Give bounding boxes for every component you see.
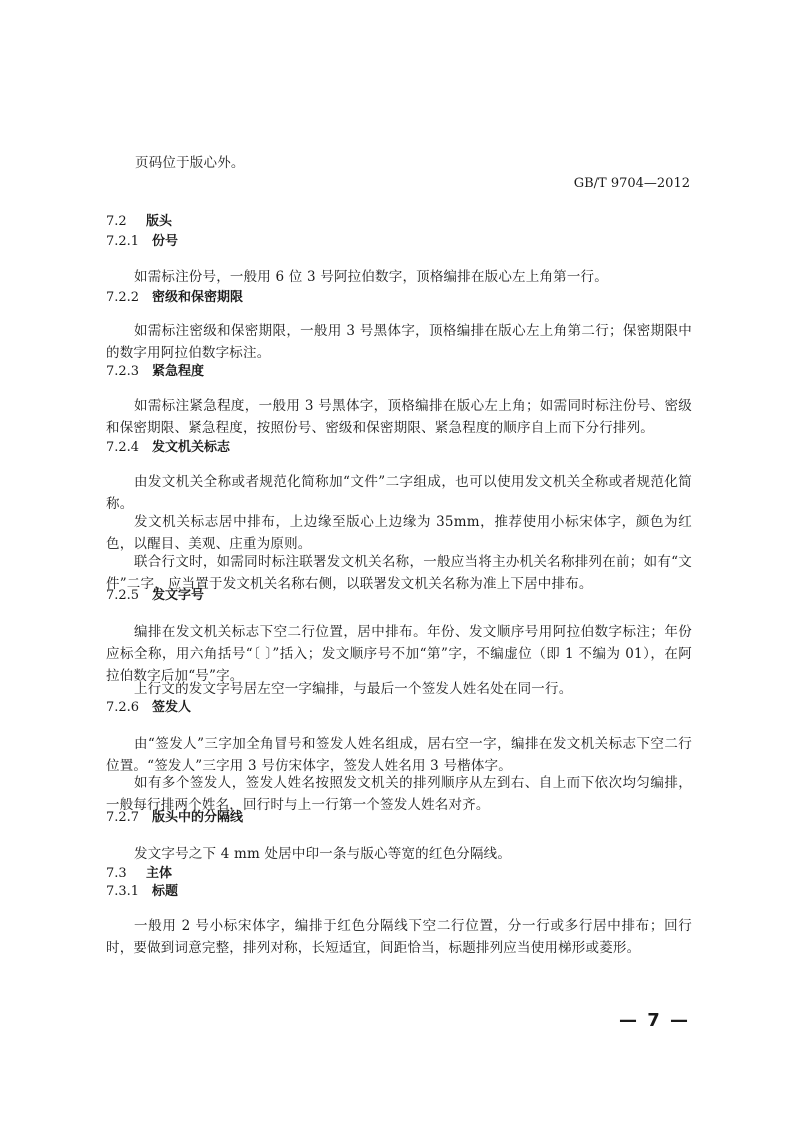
section-number: 7.2.3	[106, 364, 140, 379]
section-heading-7-2-5	[106, 586, 204, 606]
paragraph: 上行文的发文字号居左空一字编排，与最后一个签发人姓名处在同一行。	[134, 681, 573, 697]
section-heading-7-2-6	[106, 698, 191, 718]
section-heading-7-2-3	[106, 362, 204, 382]
top-line: 页码位于版心外。	[135, 155, 245, 171]
section-title: 密级和保密期限	[152, 290, 244, 305]
paragraph: 如需标注份号，一般用 6 位 3 号阿拉伯数字，顶格编排在版心左上角第一行。	[134, 269, 608, 285]
section-number: 7.3	[106, 866, 127, 881]
section-number: 7.2.7	[106, 810, 140, 825]
paragraph: 由发文机关全称或者规范化简称加“文件”二字组成，也可以使用发文机关全称或者规范化简称。	[106, 474, 692, 512]
paragraph: 如需标注密级和保密期限，一般用 3 号黑体字，顶格编排在版心左上角第二行；保密期限中的数字用阿拉伯数字标注。	[106, 323, 692, 361]
paragraph: 联合行文时，如需同时标注联署发文机关名称，一般应当将主办机关名称排列在前；如有“文件”二字，应当置于发文机关名称右侧，以联署发文机关名称为准上下居中排布。	[106, 554, 692, 592]
section-title: 紧急程度	[152, 364, 205, 379]
section-number: 7.2.2	[106, 290, 140, 305]
section-title: 版头	[146, 214, 173, 229]
section-number: 7.2.6	[106, 700, 140, 715]
paragraph: 如有多个签发人，签发人姓名按照发文机关的排列顺序从左到右、自上而下依次均匀编排，一般每行排两个姓名，回行时与上一行第一个签发人姓名对齐。	[106, 775, 692, 813]
paragraph: 由“签发人”三字加全角冒号和签发人姓名组成，居右空一字，编排在发文机关标志下空二行位置。“签发人”三字用 3 号仿宋体字，签发人姓名用 3 号楷体字。	[106, 736, 692, 774]
paragraph: 发文字号之下 4 mm 处居中印一条与版心等宽的红色分隔线。	[134, 846, 512, 862]
section-title: 版头中的分隔线	[152, 810, 244, 825]
section-title: 份号	[152, 234, 179, 249]
section-title: 发文机关标志	[152, 440, 231, 455]
paragraph: 一般用 2 号小标宋体字，编排于红色分隔线下空二行位置，分一行或多行居中排布；回行时，要做到词意完整，排列对称，长短适宜，间距恰当，标题排列应当使用梯形或菱形。	[106, 918, 692, 956]
section-number: 7.2.4	[106, 440, 140, 455]
section-number: 7.2.1	[106, 234, 140, 249]
paragraph: 编排在发文机关标志下空二行位置，居中排布。年份、发文顺序号用阿拉伯数字标注；年份应标全称，用六角括号“〔 〕”括入；发文顺序号不加“第”字，不编虚位（即 1 不编为 01），在阿拉伯数字后加“号”字。	[106, 624, 692, 684]
section-heading-7-3-1	[106, 882, 178, 902]
section-number: 7.2.5	[106, 588, 140, 603]
section-title: 发文字号	[152, 588, 205, 603]
standard-code: GB/T 9704—2012	[573, 176, 690, 191]
paragraph: 发文机关标志居中排布，上边缘至版心上边缘为 35mm，推荐使用小标宋体字，颜色为红色，以醒目、美观、庄重为原则。	[106, 514, 692, 552]
section-heading-7-2	[106, 212, 172, 232]
paragraph: 如需标注紧急程度，一般用 3 号黑体字，顶格编排在版心左上角；如需同时标注份号、密级和保密期限、紧急程度，按照份号、密级和保密期限、紧急程度的顺序自上而下分行排列。	[106, 398, 692, 436]
page-number: — 7 —	[618, 1010, 690, 1031]
section-heading-7-2-2	[106, 288, 243, 308]
section-title: 签发人	[152, 700, 192, 715]
section-title: 标题	[152, 884, 179, 899]
section-heading-7-2-1	[106, 232, 178, 252]
section-title: 主体	[146, 866, 173, 881]
section-heading-7-2-7	[106, 808, 243, 828]
section-heading-7-3	[106, 864, 172, 884]
section-number: 7.2	[106, 214, 127, 229]
section-number: 7.3.1	[106, 884, 140, 899]
section-heading-7-2-4	[106, 438, 230, 458]
